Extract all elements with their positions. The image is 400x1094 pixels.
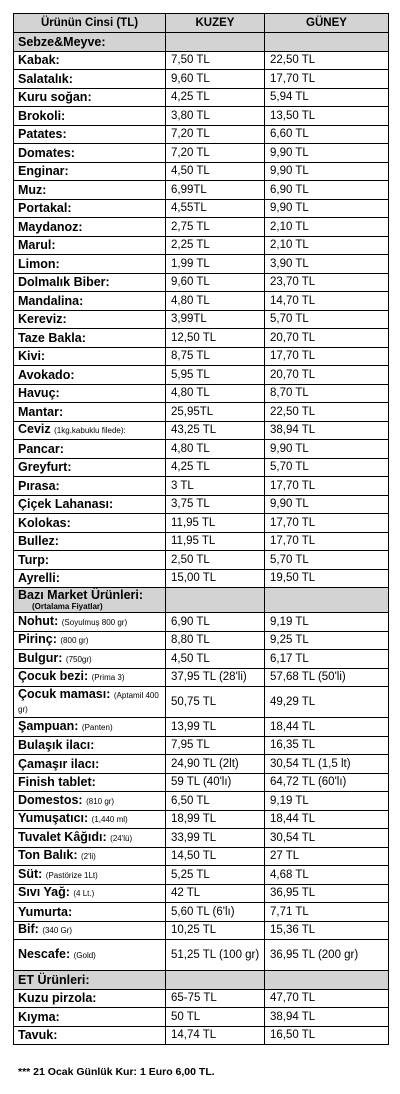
product-name-cell [14, 384, 166, 403]
section-empty-cell [265, 971, 389, 990]
product-name-cell [14, 329, 166, 348]
kuzey-price: 4,55TL [166, 199, 265, 218]
table-row [14, 569, 389, 588]
table-row [14, 236, 389, 255]
product-name: Kıyma: [18, 1009, 60, 1024]
guney-price: 9,19 TL [265, 792, 389, 811]
guney-price: 9,90 TL [265, 162, 389, 181]
product-name: Süt: [18, 866, 43, 881]
guney-price: 64,72 TL (60'lı) [265, 773, 389, 792]
product-name-cell [14, 477, 166, 496]
product-name-cell [14, 569, 166, 588]
product-name: Turp: [18, 552, 50, 567]
kuzey-price: 2,75 TL [166, 218, 265, 237]
section-title: Sebze&Meyve: [18, 34, 106, 49]
product-name-cell [14, 181, 166, 200]
guney-price: 17,70 TL [265, 477, 389, 496]
product-name: Patates: [18, 127, 67, 142]
header-kuzey: KUZEY [166, 14, 265, 33]
footnote: *** 21 Ocak Günlük Kur: 1 Euro 6,00 TL. [18, 1066, 215, 1078]
table-row [14, 792, 389, 811]
kuzey-price: 11,95 TL [166, 514, 265, 533]
kuzey-price: 1,99 TL [166, 255, 265, 274]
guney-price: 9,90 TL [265, 440, 389, 459]
guney-price: 23,70 TL [265, 273, 389, 292]
product-name: Pirinç: [18, 632, 57, 647]
kuzey-price: 6,99TL [166, 181, 265, 200]
product-name-cell [14, 310, 166, 329]
kuzey-price: 50 TL [166, 1008, 265, 1027]
section-title: ET Ürünleri: [18, 972, 90, 987]
product-note: (1,440 ml) [91, 815, 128, 825]
kuzey-price: 4,80 TL [166, 384, 265, 403]
guney-price: 7,71 TL [265, 903, 389, 922]
product-name-cell [14, 668, 166, 687]
kuzey-price: 33,99 TL [166, 829, 265, 848]
product-name-cell [14, 989, 166, 1008]
table-row [14, 51, 389, 70]
product-name: Kuzu pirzola: [18, 991, 97, 1006]
product-note: (1kg.kabuklu filede): [54, 426, 126, 436]
section-title-cell [14, 588, 166, 613]
product-name: Pırasa: [18, 478, 60, 493]
product-name: Mantar: [18, 404, 64, 419]
guney-price: 18,44 TL [265, 718, 389, 737]
kuzey-price: 8,80 TL [166, 631, 265, 650]
guney-price: 6,17 TL [265, 650, 389, 669]
product-name-cell [14, 551, 166, 570]
product-name: Pancar: [18, 441, 64, 456]
product-name: Finish tablet: [18, 775, 96, 790]
product-name: Nescafe: [18, 947, 71, 961]
kuzey-price: 4,80 TL [166, 292, 265, 311]
product-name-cell [14, 884, 166, 903]
product-name-cell [14, 650, 166, 669]
kuzey-price: 51,25 TL (100 gr) [166, 940, 265, 971]
section-title: Bazı Market Ürünleri: [18, 588, 144, 602]
table-row [14, 532, 389, 551]
table-row [14, 477, 389, 496]
guney-price: 6,90 TL [265, 181, 389, 200]
section-empty-cell [265, 588, 389, 613]
kuzey-price: 6,50 TL [166, 792, 265, 811]
product-name-cell [14, 755, 166, 774]
table-row [14, 884, 389, 903]
guney-price: 6,60 TL [265, 125, 389, 144]
table-row [14, 551, 389, 570]
product-name: Kuru soğan: [18, 90, 92, 105]
kuzey-price: 9,60 TL [166, 273, 265, 292]
product-name-cell [14, 125, 166, 144]
guney-price: 13,50 TL [265, 107, 389, 126]
table-row [14, 310, 389, 329]
table-row [14, 125, 389, 144]
product-note: (750gr) [65, 654, 92, 664]
product-name: Bulaşık ilacı: [18, 738, 95, 753]
guney-price: 5,94 TL [265, 88, 389, 107]
table-row [14, 199, 389, 218]
guney-price: 5,70 TL [265, 310, 389, 329]
product-name-cell [14, 514, 166, 533]
product-name: Taze Bakla: [18, 330, 86, 345]
kuzey-price: 11,95 TL [166, 532, 265, 551]
guney-price: 36,95 TL [265, 884, 389, 903]
section-row [14, 33, 389, 52]
kuzey-price: 14,50 TL [166, 847, 265, 866]
kuzey-price: 4,50 TL [166, 162, 265, 181]
table-row [14, 255, 389, 274]
guney-price: 17,70 TL [265, 514, 389, 533]
product-name: Tavuk: [18, 1028, 58, 1043]
table-row [14, 421, 389, 440]
section-empty-cell [166, 33, 265, 52]
product-name: Şampuan: [18, 718, 79, 733]
product-name: Havuç: [18, 386, 60, 401]
guney-price: 5,70 TL [265, 551, 389, 570]
product-note: (Soyulmuş 800 gr) [61, 617, 128, 627]
guney-price: 2,10 TL [265, 218, 389, 237]
kuzey-price: 4,25 TL [166, 458, 265, 477]
product-name-cell [14, 458, 166, 477]
guney-price: 38,94 TL [265, 421, 389, 440]
table-row [14, 773, 389, 792]
product-name: Kolokas: [18, 515, 71, 530]
product-name: Nohut: [18, 613, 59, 628]
section-row [14, 971, 389, 990]
kuzey-price: 3,80 TL [166, 107, 265, 126]
kuzey-price: 5,95 TL [166, 366, 265, 385]
product-name-cell [14, 532, 166, 551]
table-row [14, 1008, 389, 1027]
kuzey-price: 12,50 TL [166, 329, 265, 348]
product-name: Çiçek Lahanası: [18, 497, 114, 512]
table-row [14, 218, 389, 237]
table-row [14, 70, 389, 89]
kuzey-price: 5,25 TL [166, 866, 265, 885]
table-row [14, 88, 389, 107]
product-name-cell [14, 292, 166, 311]
product-name: Dolmalık Biber: [18, 275, 110, 290]
table-row [14, 458, 389, 477]
product-name: Bif: [18, 922, 39, 937]
table-row [14, 650, 389, 669]
table-row [14, 810, 389, 829]
product-note: (24'lü) [110, 833, 133, 843]
table-row [14, 162, 389, 181]
product-name-cell [14, 107, 166, 126]
kuzey-price: 3 TL [166, 477, 265, 496]
product-name-cell [14, 847, 166, 866]
product-name: Bulgur: [18, 650, 63, 665]
product-name-cell [14, 921, 166, 940]
product-name: Çamaşır ilacı: [18, 756, 100, 771]
guney-price: 8,70 TL [265, 384, 389, 403]
product-note: (Prima 3) [91, 673, 125, 683]
table-row [14, 144, 389, 163]
product-name: Çocuk bezi: [18, 669, 89, 684]
kuzey-price: 14,74 TL [166, 1026, 265, 1045]
guney-price: 4,68 TL [265, 866, 389, 885]
header-guney: GÜNEY [265, 14, 389, 33]
product-note: (800 gr) [60, 636, 89, 646]
table-row [14, 329, 389, 348]
product-name: Ton Balık: [18, 848, 78, 863]
guney-price: 9,25 TL [265, 631, 389, 650]
kuzey-price: 42 TL [166, 884, 265, 903]
kuzey-price: 4,25 TL [166, 88, 265, 107]
product-name: Maydanoz: [18, 219, 83, 234]
guney-price: 3,90 TL [265, 255, 389, 274]
guney-price: 47,70 TL [265, 989, 389, 1008]
product-name-cell [14, 687, 166, 718]
product-name: Muz: [18, 182, 47, 197]
table-row [14, 384, 389, 403]
section-subtitle: (Ortalama Fiyatlar) [32, 602, 103, 611]
table-row [14, 631, 389, 650]
product-name-cell [14, 1026, 166, 1045]
kuzey-price: 4,50 TL [166, 650, 265, 669]
product-name-cell [14, 403, 166, 422]
product-name: Portakal: [18, 201, 72, 216]
product-name-cell [14, 810, 166, 829]
kuzey-price: 10,25 TL [166, 921, 265, 940]
product-name-cell [14, 736, 166, 755]
kuzey-price: 18,99 TL [166, 810, 265, 829]
table-row [14, 866, 389, 885]
product-name: Marul: [18, 238, 56, 253]
kuzey-price: 59 TL (40'lı) [166, 773, 265, 792]
kuzey-price: 4,80 TL [166, 440, 265, 459]
product-name-cell [14, 236, 166, 255]
kuzey-price: 7,95 TL [166, 736, 265, 755]
table-row [14, 921, 389, 940]
kuzey-price: 13,99 TL [166, 718, 265, 737]
guney-price: 9,90 TL [265, 144, 389, 163]
product-note: (Panten) [81, 722, 113, 732]
kuzey-price: 37,95 TL (28'li) [166, 668, 265, 687]
product-name: Mandalina: [18, 293, 84, 308]
guney-price: 18,44 TL [265, 810, 389, 829]
guney-price: 17,70 TL [265, 70, 389, 89]
table-row [14, 687, 389, 718]
kuzey-price: 65-75 TL [166, 989, 265, 1008]
kuzey-price: 8,75 TL [166, 347, 265, 366]
guney-price: 22,50 TL [265, 403, 389, 422]
product-name: Yumuşatıcı: [18, 811, 89, 826]
product-name-cell [14, 495, 166, 514]
product-note: (Aptamil 400 gr) [18, 691, 159, 714]
product-name: Tuvalet Kâğıdı: [18, 829, 107, 844]
guney-price: 9,90 TL [265, 495, 389, 514]
guney-price: 49,29 TL [265, 687, 389, 718]
guney-price: 57,68 TL (50'li) [265, 668, 389, 687]
guney-price: 38,94 TL [265, 1008, 389, 1027]
product-note: (4 Lt.) [73, 889, 95, 899]
table-row [14, 847, 389, 866]
kuzey-price: 5,60 TL (6'lı) [166, 903, 265, 922]
kuzey-price: 6,90 TL [166, 613, 265, 632]
kuzey-price: 50,75 TL [166, 687, 265, 718]
guney-price: 16,35 TL [265, 736, 389, 755]
kuzey-price: 43,25 TL [166, 421, 265, 440]
product-name-cell [14, 218, 166, 237]
product-name: Ayrelli: [18, 571, 60, 586]
kuzey-price: 7,20 TL [166, 144, 265, 163]
kuzey-price: 25,95TL [166, 403, 265, 422]
product-name: Kereviz: [18, 312, 67, 327]
kuzey-price: 7,50 TL [166, 51, 265, 70]
table-row [14, 613, 389, 632]
table-row [14, 403, 389, 422]
kuzey-price: 9,60 TL [166, 70, 265, 89]
table-row [14, 668, 389, 687]
product-name-cell [14, 162, 166, 181]
product-name-cell [14, 903, 166, 922]
guney-price: 14,70 TL [265, 292, 389, 311]
guney-price: 9,19 TL [265, 613, 389, 632]
product-name: Avokado: [18, 367, 75, 382]
product-name-cell [14, 940, 166, 971]
product-name: Domates: [18, 145, 75, 160]
product-name-cell [14, 421, 166, 440]
section-row [14, 588, 389, 613]
product-name-cell [14, 440, 166, 459]
product-name: Bullez: [18, 534, 59, 549]
guney-price: 27 TL [265, 847, 389, 866]
table-row [14, 292, 389, 311]
guney-price: 16,50 TL [265, 1026, 389, 1045]
kuzey-price: 15,00 TL [166, 569, 265, 588]
guney-price: 20,70 TL [265, 329, 389, 348]
product-name: Enginar: [18, 164, 69, 179]
guney-price: 22,50 TL [265, 51, 389, 70]
product-name: Sıvı Yağ: [18, 885, 70, 900]
product-name-cell [14, 273, 166, 292]
product-name-cell [14, 51, 166, 70]
product-name-cell [14, 1008, 166, 1027]
price-comparison-table [13, 13, 389, 1045]
product-name: Yumurta: [18, 904, 73, 919]
guney-price: 15,36 TL [265, 921, 389, 940]
product-name: Ceviz [18, 422, 51, 437]
guney-price: 17,70 TL [265, 532, 389, 551]
product-note: (Pastörize 1Lt) [45, 870, 98, 880]
product-name-cell [14, 718, 166, 737]
guney-price: 5,70 TL [265, 458, 389, 477]
table-row [14, 755, 389, 774]
table-row [14, 440, 389, 459]
product-name-cell [14, 88, 166, 107]
product-name: Brokoli: [18, 108, 66, 123]
product-name-cell [14, 866, 166, 885]
product-name: Salatalık: [18, 71, 73, 86]
table-row [14, 366, 389, 385]
table-row [14, 718, 389, 737]
table-body [14, 33, 389, 1045]
product-note: (2'li) [80, 852, 96, 862]
kuzey-price: 3,99TL [166, 310, 265, 329]
table-row [14, 107, 389, 126]
section-empty-cell [166, 971, 265, 990]
product-name: Greyfurt: [18, 460, 72, 475]
product-name: Kivi: [18, 349, 46, 364]
table-row [14, 495, 389, 514]
header-product: Ürünün Cinsi (TL) [14, 14, 166, 33]
product-name: Limon: [18, 256, 60, 271]
product-name-cell [14, 829, 166, 848]
product-name: Çocuk maması: [18, 687, 111, 701]
product-name-cell [14, 631, 166, 650]
kuzey-price: 7,20 TL [166, 125, 265, 144]
guney-price: 36,95 TL (200 gr) [265, 940, 389, 971]
section-empty-cell [265, 33, 389, 52]
kuzey-price: 2,50 TL [166, 551, 265, 570]
kuzey-price: 24,90 TL (2lt) [166, 755, 265, 774]
product-name-cell [14, 144, 166, 163]
kuzey-price: 3,75 TL [166, 495, 265, 514]
product-note: (340 Gr) [42, 926, 73, 936]
table-row [14, 940, 389, 971]
product-name: Kabak: [18, 53, 60, 68]
guney-price: 9,90 TL [265, 199, 389, 218]
guney-price: 17,70 TL [265, 347, 389, 366]
guney-price: 19,50 TL [265, 569, 389, 588]
table-row [14, 1026, 389, 1045]
guney-price: 20,70 TL [265, 366, 389, 385]
table-row [14, 903, 389, 922]
product-name-cell [14, 366, 166, 385]
product-name-cell [14, 347, 166, 366]
table-row [14, 273, 389, 292]
table-row [14, 181, 389, 200]
table-row [14, 989, 389, 1008]
kuzey-price: 2,25 TL [166, 236, 265, 255]
product-name-cell [14, 70, 166, 89]
section-title-cell [14, 971, 166, 990]
section-empty-cell [166, 588, 265, 613]
table-row [14, 829, 389, 848]
section-title-cell [14, 33, 166, 52]
table-row [14, 347, 389, 366]
product-name-cell [14, 199, 166, 218]
guney-price: 2,10 TL [265, 236, 389, 255]
price-table-container [13, 13, 389, 1045]
product-name-cell [14, 773, 166, 792]
product-note: (Gold) [73, 951, 96, 960]
header-row [14, 14, 389, 33]
product-name: Domestos: [18, 792, 83, 807]
product-name-cell [14, 255, 166, 274]
guney-price: 30,54 TL [265, 829, 389, 848]
table-row [14, 736, 389, 755]
guney-price: 30,54 TL (1,5 lt) [265, 755, 389, 774]
table-row [14, 514, 389, 533]
product-note: (810 gr) [86, 796, 115, 806]
product-name-cell [14, 613, 166, 632]
product-name-cell [14, 792, 166, 811]
